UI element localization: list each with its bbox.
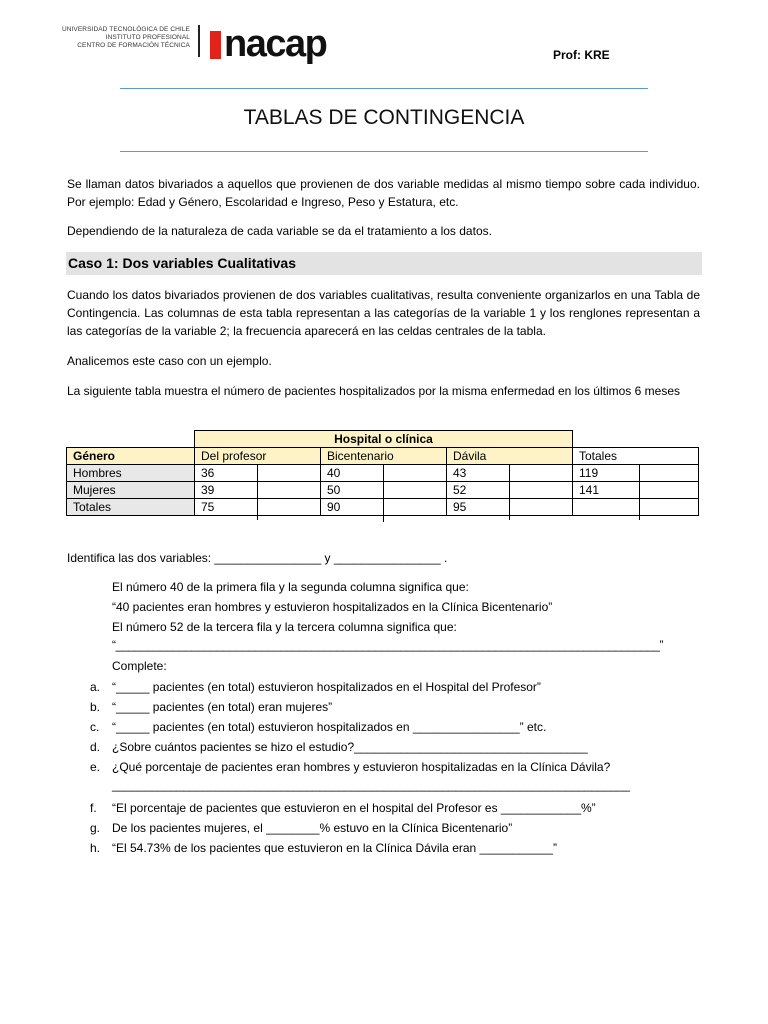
table-cell: 119: [573, 465, 699, 482]
case-example-intro: Analicemos este caso con un ejemplo.: [67, 354, 272, 368]
table-cell: [573, 499, 699, 516]
institution-line: INSTITUTO PROFESIONAL: [105, 34, 190, 41]
item-a-text: “_____ pacientes (en total) estuvieron hospitalizados en el Hospital del Profesor”: [112, 680, 541, 694]
example-line-2: “40 pacientes eran hombres y estuvieron hospitalizados en la Clínica Bicentenario”: [112, 600, 553, 614]
table-cell: 75: [195, 499, 321, 516]
sub-column-divider: [639, 464, 640, 520]
page-title: TABLAS DE CONTINGENCIA: [243, 106, 525, 129]
item-letter: b.: [90, 700, 101, 714]
row-label: Mujeres: [67, 482, 195, 499]
item-c-text: “_____ pacientes (en total) estuvieron hospitalizados en ________________” etc.: [112, 720, 547, 734]
sub-column-divider: [257, 464, 258, 520]
item-letter: h.: [90, 841, 101, 855]
sub-column-divider: [383, 464, 384, 522]
table-cell: 36: [195, 465, 321, 482]
item-e-text: ¿Qué porcentaje de pacientes eran hombres y estuvieron hospitalizadas en la Clínica Dávila?: [112, 760, 611, 774]
table-cell: 43: [447, 465, 573, 482]
table-cell: 52: [447, 482, 573, 499]
item-e-answer-line: ________________________________________________________________________________: [112, 778, 630, 792]
table-corner: [67, 431, 195, 448]
column-header: Totales: [573, 448, 699, 465]
table-cell: 50: [321, 482, 447, 499]
table-cell: 40: [321, 465, 447, 482]
table-empty: [573, 431, 699, 448]
column-header: Bicentenario: [321, 448, 447, 465]
identify-variables: Identifica las dos variables: ________________ y ________________ .: [67, 551, 448, 565]
logo-divider: [198, 25, 200, 57]
complete-label: Complete:: [112, 659, 167, 673]
intro-paragraph: Se llaman datos bivariados a aquellos que provienen de dos variable medidas al mismo tiempo sobre cada individuo. Por ejemplo: Edad y Género, Escolaridad e Ingreso, Peso y Estatura, etc.: [67, 177, 700, 209]
table-cell: 39: [195, 482, 321, 499]
item-f-text: “El porcentaje de pacientes que estuvieron en el hospital del Profesor es ____________%”: [112, 801, 596, 815]
column-header: Del profesor: [195, 448, 321, 465]
item-letter: c.: [90, 720, 100, 734]
table-cell: 95: [447, 499, 573, 516]
item-letter: a.: [90, 680, 101, 694]
sub-column-divider: [509, 464, 510, 520]
gender-header: Género: [67, 448, 195, 465]
item-b-text: “_____ pacientes (en total) eran mujeres”: [112, 700, 333, 714]
item-letter: e.: [90, 760, 101, 774]
item-h-text: “El 54.73% de los pacientes que estuvieron en la Clínica Dávila eran ___________”: [112, 841, 557, 855]
institution-line: UNIVERSIDAD TECNOLÓGICA DE CHILE: [61, 26, 190, 33]
logo-red-mark: [210, 31, 221, 59]
professor-label: Prof: KRE: [553, 48, 610, 62]
case-heading: Caso 1: Dos variables Cualitativas: [66, 252, 702, 275]
row-label: Totales: [67, 499, 195, 516]
brand-logo: nacap: [224, 23, 327, 65]
example-line-1: El número 40 de la primera fila y la segunda columna significa que:: [112, 580, 469, 594]
item-letter: d.: [90, 740, 101, 754]
institution-line: CENTRO DE FORMACIÓN TÉCNICA: [77, 42, 190, 49]
table-cell: 141: [573, 482, 699, 499]
answer-blank-line: “______________________________________________________________________________________”: [112, 638, 664, 652]
item-d-text: ¿Sobre cuántos pacientes se hizo el estudio?___________________________________: [112, 740, 588, 754]
title-rule-top: [120, 88, 648, 89]
institution-lines: [40, 26, 190, 50]
item-g-text: De los pacientes mujeres, el ________% estuvo en la Clínica Bicentenario”: [112, 821, 513, 835]
column-header: Dávila: [447, 448, 573, 465]
case-paragraph: Cuando los datos bivariados provienen de dos variables cualitativas, resulta conveniente organizarlos en una Tabla de Contingencia. Las columnas de esta tabla representan a las categorías de la variable 1 y los renglones representan a las categorías de la variable 2; la frecuencia aparecerá en las celdas centrales de la tabla.: [67, 288, 700, 338]
intro-paragraph-2: Dependiendo de la naturaleza de cada variable se da el tratamiento a los datos.: [67, 224, 492, 238]
row-label: Hombres: [67, 465, 195, 482]
item-letter: f.: [90, 801, 97, 815]
item-letter: g.: [90, 821, 101, 835]
hospital-group-header: Hospital o clínica: [195, 431, 573, 448]
case-table-intro: La siguiente tabla muestra el número de pacientes hospitalizados por la misma enfermedad en los últimos 6 meses: [67, 384, 680, 398]
example-line-3: El número 52 de la tercera fila y la tercera columna significa que:: [112, 620, 457, 634]
title-rule-bottom: [120, 151, 648, 152]
table-cell: 90: [321, 499, 447, 516]
